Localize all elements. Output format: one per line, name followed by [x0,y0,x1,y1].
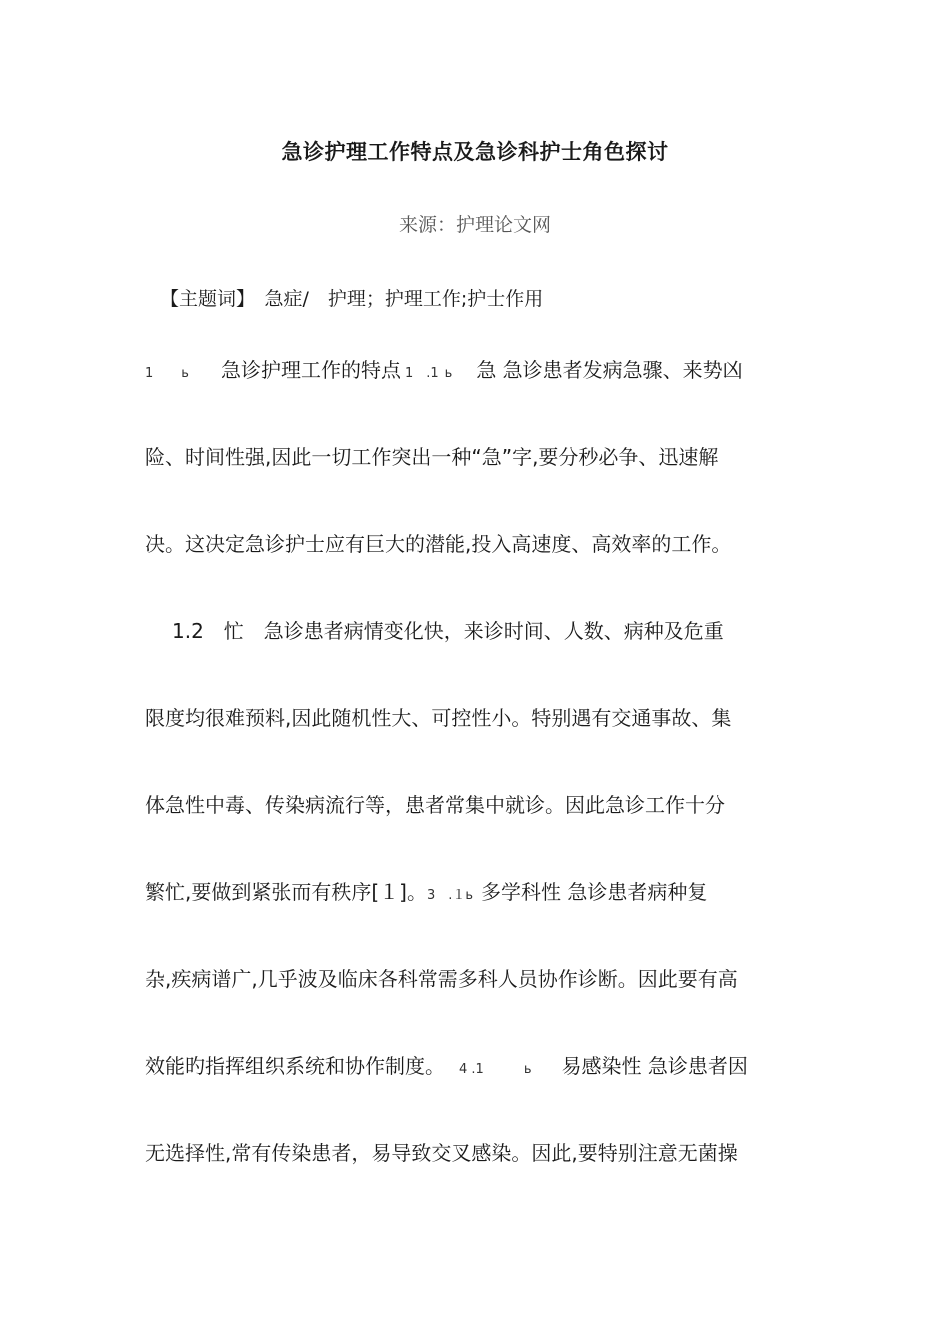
paragraph-line-5: 限度均很难预料,因此随机性大、可控性小。特别遇有交通事故、集 [145,706,732,730]
document-title: 急诊护理工作特点及急诊科护士角色探讨 [281,140,669,164]
paragraph-line-6: 体急性中毒、传染病流行等，患者常集中就诊。因此急诊工作十分 [145,793,725,817]
garbled-glyph: ь [181,366,189,381]
paragraph-line-10: 无选择性,常有传染患者，易导致交叉感染。因此,要特别注意无菌操 [145,1141,738,1165]
line-text: 效能旳指挥组织系统和协作制度。 [145,1054,445,1078]
garbled-glyph: ь [523,1062,532,1077]
paragraph-line-1 [145,356,810,388]
line-text: 易感染性 急诊患者因 [561,1054,748,1078]
paragraph-line-7 [145,878,810,910]
paragraph-line-9 [145,1052,810,1084]
paragraph-line-4: 1.2 忙 急诊患者病情变化快，来诊时间、人数、病种及危重 [172,619,724,643]
garbled-glyph: ь [444,366,453,381]
paragraph-line-8: 杂,疾病谱广,几乎波及临床各科常需多科人员协作诊断。因此要有高 [145,967,738,991]
line-text: 急 急诊患者发病急骤、来势凶 [476,358,743,382]
line-text: 繁忙,要做到紧张而有秩序[１]。 [145,880,427,904]
subsection-number: 4 .1 [459,1062,484,1077]
keywords-line: 【主题词】 急症/ 护理；护理工作;护士作用 [160,288,544,310]
paragraph-line-2: 险、时间性强,因此一切工作突出一种“急”字,要分秒必争、迅速解 [145,445,719,469]
subsection-number: 1 .1 [404,366,439,381]
subsection-number: 3 .１ь [426,888,474,903]
section-number: 1 [145,366,154,381]
line-text: 多学科性 急诊患者病种复 [481,880,708,904]
document-source: 来源：护理论文网 [398,214,551,236]
paragraph-line-3: 决。这决定急诊护士应有巨大的潜能,投入高速度、高效率的工作。 [145,532,732,556]
section-heading: 急诊护理工作的特点 [220,358,401,382]
